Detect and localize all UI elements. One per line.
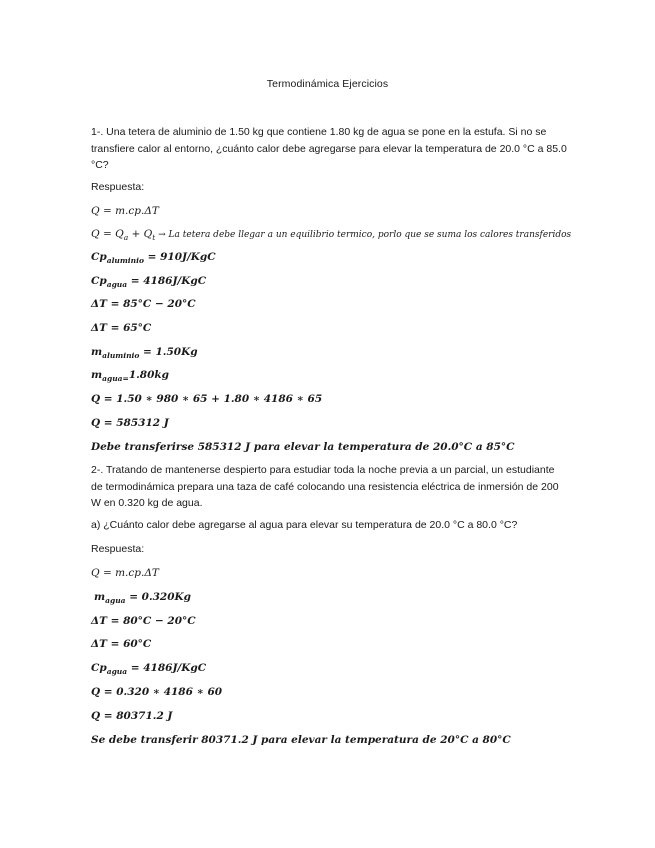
- p1-eq-delta-t-result: ΔT = 65°C: [91, 322, 152, 334]
- p2-eq-cp-agua: [91, 662, 206, 676]
- p1-conclusion: Debe transferirse 585312 J para elevar la temperatura de 20.0°C a 85°C: [91, 441, 515, 453]
- p2-conclusion: Se debe transferir 80371.2 J para elevar la temperatura de 20°C a 80°C: [91, 734, 511, 746]
- p1-cp-al-subscript: aluminio: [106, 256, 144, 265]
- p1-m-al-value: = 1.50Kg: [139, 346, 198, 358]
- p2-m-subscript: agua: [105, 596, 126, 605]
- p1-m-ag-subscript: agua=: [102, 374, 129, 383]
- p1-eq-result: Q = 585312 J: [91, 417, 169, 429]
- document-title: Termodinámica Ejercicios: [266, 78, 389, 90]
- p1-eq-heat-sum: [91, 228, 571, 242]
- p1-m-ag-symbol: m: [91, 369, 103, 381]
- p2-cp-subscript: agua: [106, 667, 128, 676]
- p1-eq-heat-sum-sub2: t: [152, 233, 156, 242]
- p1-eq-calculation: Q = 1.50 ∗ 980 ∗ 65 + 1.80 ∗ 4186 ∗ 65: [91, 393, 323, 405]
- p1-cp-ag-subscript: agua: [106, 280, 128, 289]
- p2-cp-symbol: Cp: [91, 662, 107, 674]
- p2-eq-result: Q = 80371.2 J: [91, 710, 173, 722]
- p1-cp-ag-symbol: Cp: [91, 275, 107, 287]
- problem-2-answer-label: Respuesta:: [91, 543, 145, 555]
- p1-eq-mass-agua: [91, 369, 169, 383]
- p1-eq-heat-sum-sub1: a: [123, 233, 129, 242]
- p1-cp-ag-value: = 4186J/KgC: [127, 275, 207, 287]
- p1-cp-al-value: = 910J/KgC: [143, 251, 216, 263]
- p1-cp-al-symbol: Cp: [91, 251, 107, 263]
- p2-cp-value: = 4186J/KgC: [127, 662, 207, 674]
- p1-eq-mass-aluminio: [91, 346, 198, 360]
- p1-eq-cp-aluminio: [91, 251, 216, 265]
- p2-eq-delta-t-result: ΔT = 60°C: [91, 638, 152, 650]
- p1-eq-delta-t: ΔT = 85°C − 20°C: [91, 298, 196, 310]
- p2-eq-delta-t: ΔT = 80°C − 20°C: [91, 615, 196, 627]
- problem-2-question-a: a) ¿Cuánto calor debe agregarse al agua para elevar su temperatura de 20.0 °C a 80.0 °C?: [91, 519, 518, 531]
- p1-eq-heat-formula: Q = m.cp.ΔT: [91, 205, 159, 217]
- p1-m-ag-value: 1.80kg: [128, 369, 170, 381]
- p1-eq-heat-sum-note: → La tetera debe llegar a un equilibrio termico, porlo que se suma los calores transferidos: [155, 230, 572, 240]
- p1-eq-heat-sum-mid: + Q: [128, 228, 153, 240]
- problem-2-statement: 2-. Tratando de mantenerse despierto para estudiar toda la noche previa a un parcial, un estudiante de termodinámica prepara una taza de café colocando una resistencia eléctrica de inmersión de 200 W en 0.320 kg de agua.: [91, 464, 559, 509]
- p2-m-value: = 0.320Kg: [125, 591, 192, 603]
- p1-m-al-subscript: aluminio: [102, 351, 140, 360]
- problem-1-statement: 1-. Una tetera de aluminio de 1.50 kg que contiene 1.80 kg de agua se pone en la estufa. Si no se transfiere calor al entorno, ¿cuánto calor debe agregarse para elevar la temperatura de 20.0 °C a 85.0 °C?: [91, 126, 567, 171]
- p1-eq-heat-sum-main: Q = Q: [91, 228, 124, 240]
- p2-m-symbol: m: [94, 591, 106, 603]
- p2-eq-heat-formula: Q = m.cp.ΔT: [91, 567, 159, 579]
- p2-eq-mass-agua: [94, 591, 191, 605]
- problem-1-answer-label: Respuesta:: [91, 181, 145, 193]
- p1-m-al-symbol: m: [91, 346, 103, 358]
- p1-eq-cp-agua: [91, 275, 206, 289]
- p2-eq-calculation: Q = 0.320 ∗ 4186 ∗ 60: [91, 686, 223, 698]
